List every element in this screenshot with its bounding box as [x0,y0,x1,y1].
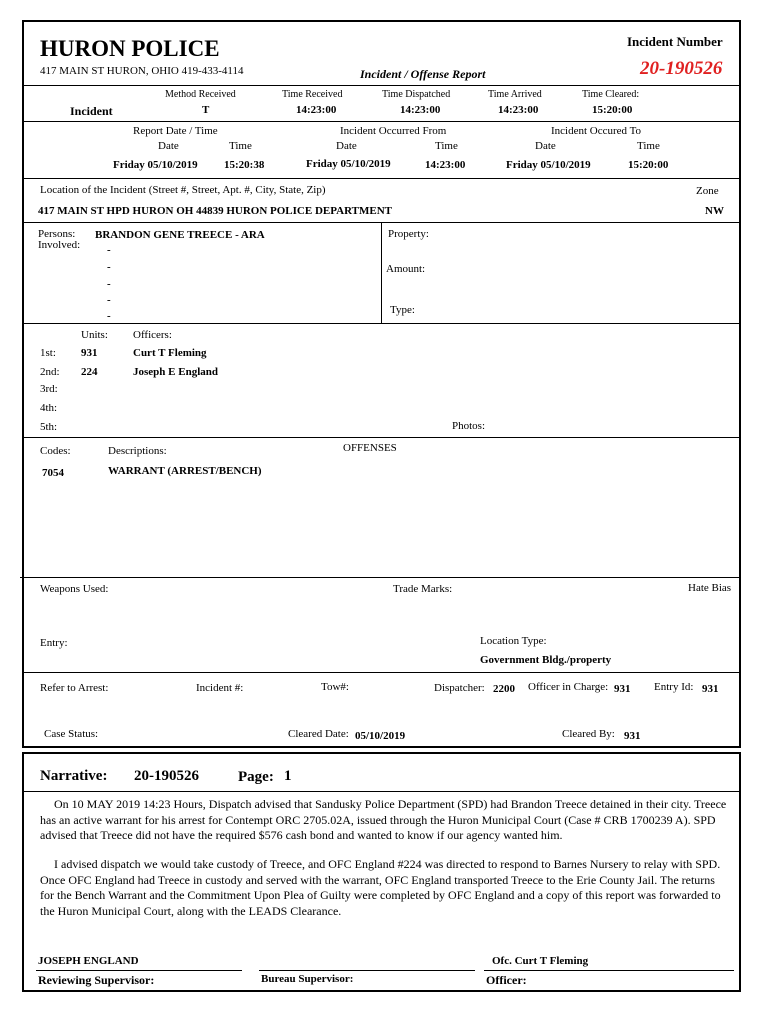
person-involved: BRANDON GENE TREECE - ARA [95,229,265,241]
refer-to-arrest-label: Refer to Arrest: [40,682,109,694]
from-date-col-label: Date [336,140,357,152]
to-date-col-label: Date [535,140,556,152]
cleared-by-label: Cleared By: [562,728,615,740]
narrative-paragraph: On 10 MAY 2019 14:23 Hours, Dispatch advised that Sandusky Police Department (SPD) had Brandon Treece detained in their city. Treece has an active warrant for his arrest for Contempt ORC 2705.02A, issued through the Huron Municipal Court (Case # CRB 1700239 A). SPD advised that Treece did not have the required $576 cash bond and wanted to know if our agency wanted him. [40,797,727,842]
from-time: 14:23:00 [425,159,466,171]
narrative-paragraph: I advised dispatch we would take custody of Treece, and OFC England #224 was directed to respond to Barnes Nursery to relay with SPD. Once OFC England had Treece in custody and served with the warrant, OFC England transported Treece to the Erie County Jail. The returns for the Bench Warrant and the Commitment Upon Plea of Guilty were completed by OFC England and a copy of this report was forwarded to the Huron Municipal Court, along with the LEADS Clearance. [40,857,721,918]
divider [20,577,741,578]
divider [22,121,741,122]
bureau-supervisor-label: Bureau Supervisor: [261,973,354,985]
signature-line [36,970,242,971]
report-date-col-label: Date [158,140,179,152]
occurred-to-label: Incident Occured To [551,125,642,137]
person-placeholder: - [107,278,111,290]
unit-ordinal: 3rd: [40,383,58,395]
reviewing-supervisor-label: Reviewing Supervisor: [38,973,155,987]
location-label: Location of the Incident (Street #, Street, Apt. #, City, State, Zip) [40,184,326,196]
signature-line [259,970,475,971]
codes-label: Codes: [40,445,71,457]
entry-id-label: Entry Id: [654,681,694,693]
offense-code: 7054 [42,467,64,479]
reviewing-supervisor-name: JOSEPH ENGLAND [38,955,139,967]
agency-address: 417 MAIN ST HURON, OHIO 419-433-4114 [40,65,244,77]
method-received-label: Method Received [165,89,236,100]
dispatcher-label: Dispatcher: [434,682,485,694]
divider [22,323,741,324]
incident-number-label: Incident Number [627,34,723,49]
cleared-by-value: 931 [624,730,641,742]
divider [381,222,382,323]
location-type-label: Location Type: [480,635,547,647]
method-received: T [202,104,210,116]
officers-label: Officers: [133,329,172,341]
weapons-label: Weapons Used: [40,583,109,595]
unit-ordinal: 5th: [40,421,58,433]
time-received: 14:23:00 [296,104,337,116]
entry-id-value: 931 [702,683,719,695]
cleared-date-value: 05/10/2019 [355,730,406,742]
photos-label: Photos: [452,420,486,432]
narrative-number: 20-190526 [134,768,199,784]
to-date: Friday 05/10/2019 [506,159,591,171]
page-number: 1 [284,768,292,784]
occurred-from-label: Incident Occurred From [340,125,447,137]
persons-label: Persons: [38,228,76,240]
divider [22,178,741,179]
to-time-col-label: Time [637,140,660,152]
cleared-date-label: Cleared Date: [288,728,349,740]
from-time-col-label: Time [435,140,458,152]
agency-title: HURON POLICE [40,36,220,61]
time-arrived: 14:23:00 [498,104,539,116]
location-type: Government Bldg./property [480,654,612,666]
time-arrived-label: Time Arrived [488,89,542,100]
unit-number: 224 [81,366,98,378]
report-date-label: Report Date / Time [133,125,218,137]
divider [22,791,741,792]
zone-label: Zone [696,185,719,197]
incident-label: Incident [70,104,113,118]
offenses-title: OFFENSES [343,442,397,454]
officer-name: Curt T Fleming [133,347,207,359]
amount-label: Amount: [386,263,426,275]
unit-ordinal: 1st: [40,347,56,359]
person-placeholder: - [107,261,111,273]
officer-name: Ofc. Curt T Fleming [492,955,589,967]
person-placeholder: - [107,244,111,256]
unit-number: 931 [81,347,98,359]
units-label: Units: [81,329,108,341]
time-cleared: 15:20:00 [592,104,633,116]
officer-in-charge-label: Officer in Charge: [528,681,609,693]
tow-label: Tow#: [321,681,349,693]
from-date: Friday 05/10/2019 [306,158,391,170]
descriptions-label: Descriptions: [108,445,167,457]
narrative-label: Narrative: [40,768,108,784]
trade-marks-label: Trade Marks: [393,583,453,595]
report-time-col-label: Time [229,140,252,152]
location-value: 417 MAIN ST HPD HURON OH 44839 HURON POLICE DEPARTMENT [38,205,392,217]
form-title: Incident / Offense Report [360,67,486,81]
officer-label: Officer: [486,973,527,987]
dispatcher-value: 2200 [493,683,515,695]
type-label: Type: [390,304,415,316]
hate-bias-label: Hate Bias [688,582,732,594]
persons-label-involved: Involved: [38,239,81,251]
unit-ordinal: 4th: [40,402,58,414]
divider [22,672,741,673]
offense-description: WARRANT (ARREST/BENCH) [108,465,262,477]
property-label: Property: [388,228,429,240]
time-dispatched: 14:23:00 [400,104,441,116]
time-dispatched-label: Time Dispatched [382,89,451,100]
person-placeholder: - [107,310,111,322]
to-time: 15:20:00 [628,159,669,171]
divider [22,437,741,438]
officer-in-charge-value: 931 [614,683,631,695]
zone-value: NW [705,205,724,217]
incident-number: 20-190526 [640,58,723,79]
time-received-label: Time Received [282,89,343,100]
report-date: Friday 05/10/2019 [113,159,198,171]
time-cleared-label: Time Cleared: [582,89,640,100]
divider [22,85,741,86]
signature-line [484,970,734,971]
incident-no-label: Incident #: [196,682,244,694]
entry-label: Entry: [40,637,68,649]
report-time: 15:20:38 [224,159,265,171]
person-placeholder: - [107,294,111,306]
page-label: Page: [238,769,274,785]
unit-ordinal: 2nd: [40,366,60,378]
officer-name: Joseph E England [133,366,218,378]
case-status-label: Case Status: [44,728,99,740]
